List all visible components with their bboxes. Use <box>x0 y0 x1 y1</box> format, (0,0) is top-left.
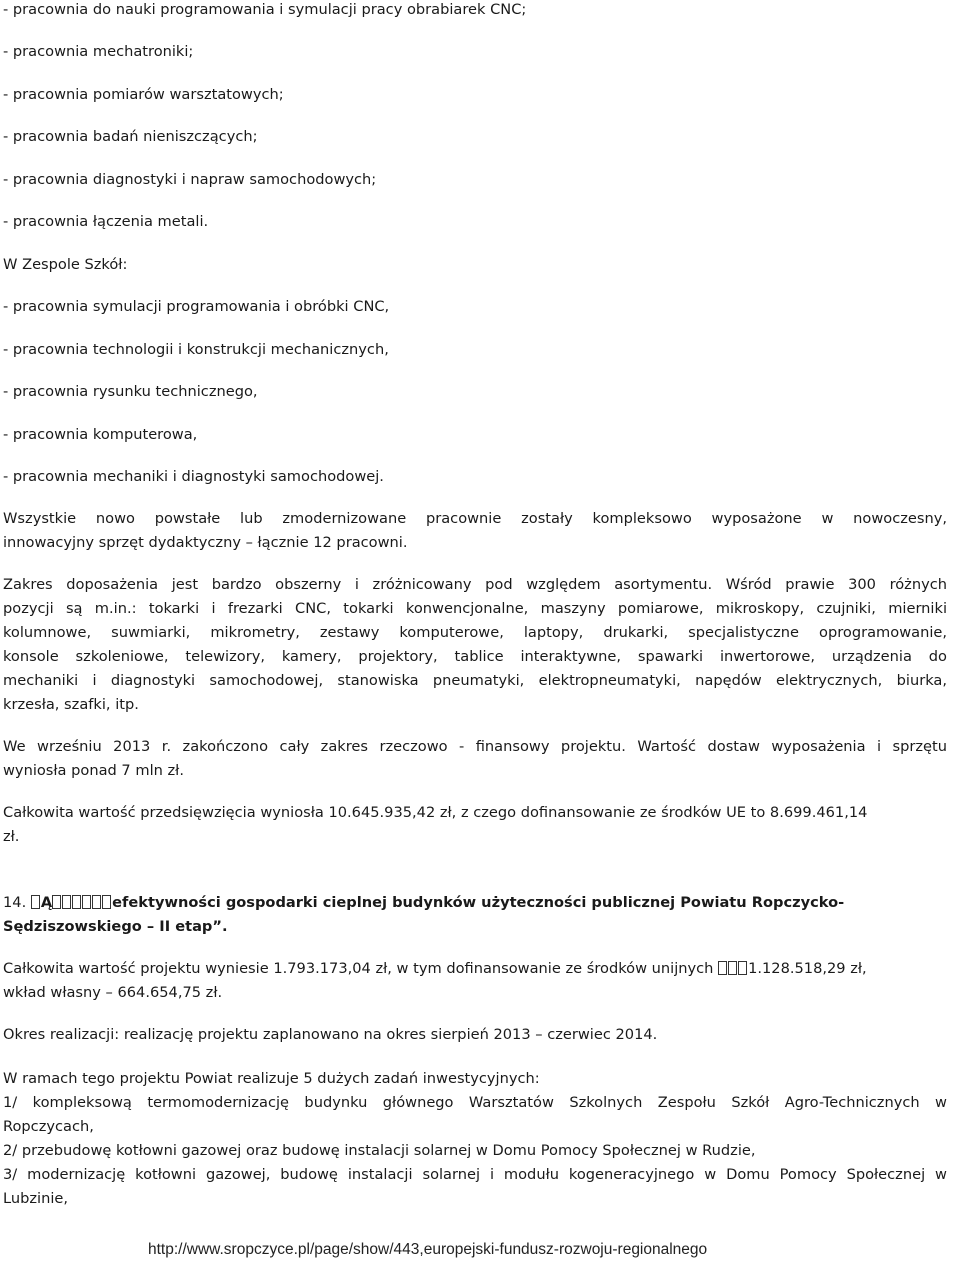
list-item: - pracownia komputerowa, <box>3 426 198 443</box>
list-item: - pracownia symulacji programowania i obróbki CNC, <box>3 298 390 315</box>
cost-text-b: 1.128.518,29 zł, <box>748 960 867 977</box>
title-rest: efektywności gospodarki cieplnej budynków użyteczności publicznej Powiatu Ropczycko- <box>112 894 845 911</box>
missing-glyph-icon <box>72 895 81 909</box>
paragraph-line: pozycji są m.in.: tokarki i frezarki CNC, tokarki konwencjonalne, maszyny pomiarowe, mikroskopy, czujniki, mierniki <box>3 600 947 617</box>
missing-glyph-icon <box>52 895 61 909</box>
missing-glyph-icon <box>31 895 40 909</box>
list-item: - pracownia do nauki programowania i symulacji pracy obrabiarek CNC; <box>3 1 527 18</box>
paragraph-line: W ramach tego projektu Powiat realizuje 5 dużych zadań inwestycyjnych: <box>3 1070 540 1087</box>
missing-glyph-icon <box>102 895 111 909</box>
list-item: - pracownia technologii i konstrukcji mechanicznych, <box>3 341 389 358</box>
cost-text-a: Całkowita wartość projektu wyniesie 1.793.173,04 zł, w tym dofinansowanie ze środków unijnych <box>3 960 719 977</box>
list-item: - pracownia pomiarów warsztatowych; <box>3 86 284 103</box>
paragraph-line: mechaniki i diagnostyki samochodowej, stanowiska pneumatyki, elektropneumatyki, napędów elektrycznych, biurka, <box>3 672 947 689</box>
section-14-title <box>3 893 844 913</box>
section-number: 14. <box>3 894 31 911</box>
missing-glyph-icon <box>92 895 101 909</box>
section-14-title-line2: Sędziszowskiego – II etap”. <box>3 918 228 935</box>
garbled-lead: Ą <box>40 894 53 911</box>
paragraph-line: Zakres doposażenia jest bardzo obszerny i zróżnicowany pod względem asortymentu. Wśród prawie 300 różnych <box>3 576 947 593</box>
list-item: - pracownia mechatroniki; <box>3 43 194 60</box>
paragraph-line: We wrześniu 2013 r. zakończono cały zakres rzeczowo - finansowy projektu. Wartość dostaw wyposażenia i sprzętu <box>3 738 947 755</box>
paragraph-line: Ropczycach, <box>3 1118 94 1135</box>
missing-glyph-icon <box>728 961 737 975</box>
section-heading: W Zespole Szkół: <box>3 256 128 273</box>
paragraph-line <box>3 959 867 979</box>
list-item: - pracownia rysunku technicznego, <box>3 383 258 400</box>
missing-glyph-icon <box>82 895 91 909</box>
paragraph-line: 1/ kompleksową termomodernizację budynku głównego Warsztatów Szkolnych Zespołu Szkół Agro-Technicznych w <box>3 1094 947 1111</box>
list-item: - pracownia badań nieniszczących; <box>3 128 258 145</box>
footer-url: http://www.sropczyce.pl/page/show/443,europejski-fundusz-rozwoju-regionalnego <box>148 1241 708 1258</box>
paragraph-line: konsole szkoleniowe, telewizory, kamery, projektory, tablice interaktywne, spawarki inwertorowe, urządzenia do <box>3 648 947 665</box>
paragraph-line: Okres realizacji: realizację projektu zaplanowano na okres sierpień 2013 – czerwiec 2014. <box>3 1026 658 1043</box>
paragraph-line: krzesła, szafki, itp. <box>3 696 139 713</box>
paragraph-line: zł. <box>3 828 20 845</box>
list-item: - pracownia diagnostyki i napraw samochodowych; <box>3 171 377 188</box>
paragraph-line: kolumnowe, suwmiarki, mikrometry, zestawy komputerowe, laptopy, drukarki, specjalistyczne oprogramowanie, <box>3 624 947 641</box>
paragraph-line: Wszystkie nowo powstałe lub zmodernizowane pracownie zostały kompleksowo wyposażone w nowoczesny, <box>3 510 947 527</box>
paragraph-line: innowacyjny sprzęt dydaktyczny – łącznie 12 pracowni. <box>3 534 408 551</box>
missing-glyph-icon <box>718 961 727 975</box>
paragraph-line: Lubzinie, <box>3 1190 69 1207</box>
paragraph-line: Całkowita wartość przedsięwzięcia wyniosła 10.645.935,42 zł, z czego dofinansowanie ze środków UE to 8.699.461,14 <box>3 804 868 821</box>
paragraph-line: 2/ przebudowę kotłowni gazowej oraz budowę instalacji solarnej w Domu Pomocy Społecznej w Rudzie, <box>3 1142 756 1159</box>
list-item: - pracownia mechaniki i diagnostyki samochodowej. <box>3 468 384 485</box>
paragraph-line: 3/ modernizację kotłowni gazowej, budowę instalacji solarnej i modułu kogeneracyjnego w Domu Pomocy Społecznej w <box>3 1166 947 1183</box>
paragraph-line: wkład własny – 664.654,75 zł. <box>3 984 223 1001</box>
paragraph-line: wyniosła ponad 7 mln zł. <box>3 762 184 779</box>
list-item: - pracownia łączenia metali. <box>3 213 209 230</box>
missing-glyph-icon <box>62 895 71 909</box>
missing-glyph-icon <box>738 961 747 975</box>
